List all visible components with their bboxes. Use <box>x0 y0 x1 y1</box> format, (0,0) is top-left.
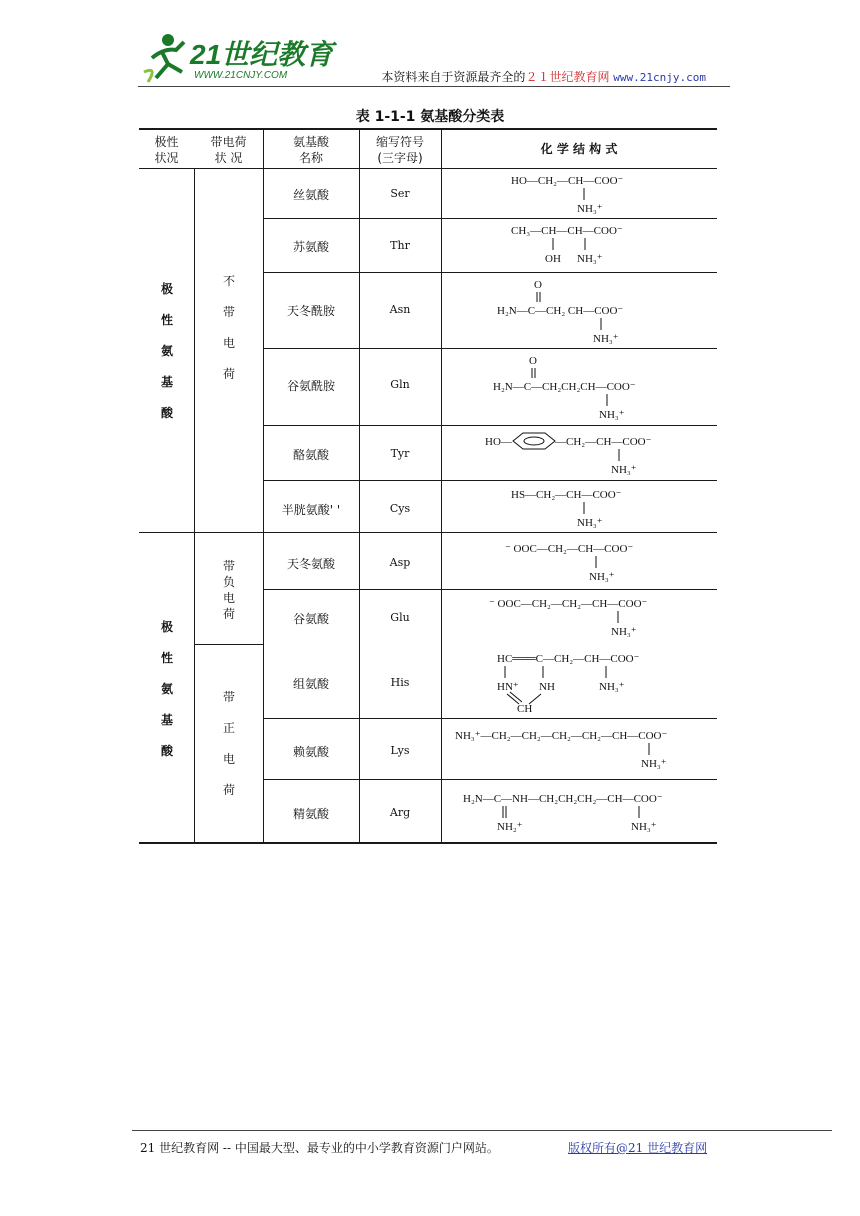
svg-text:⁻ OOC—CH₂—CH₂—CH—COO⁻: ⁻ OOC—CH₂—CH₂—CH—COO⁻ <box>489 598 648 610</box>
svg-text:HS—CH₂—CH—COO⁻: HS—CH₂—CH—COO⁻ <box>511 489 622 501</box>
table-caption: 表 1-1-1 氨基酸分类表 <box>355 109 505 125</box>
structure-ser <box>441 172 717 216</box>
svg-text:NH: NH <box>539 681 555 693</box>
svg-text:NH₃⁺: NH₃⁺ <box>577 203 603 215</box>
svg-text:HO—: HO— <box>485 436 512 448</box>
svg-text:NH₃⁺: NH₃⁺ <box>589 571 615 583</box>
header-polarity: 极性 状况 <box>154 135 179 165</box>
amino-name-his: 组氨酸 <box>292 677 329 691</box>
header-brand-link[interactable]: ２１世纪教育网 <box>525 70 610 84</box>
amino-abbr-cys: Cys <box>389 502 411 515</box>
structure-tyr <box>441 429 717 479</box>
svg-text:CH: CH <box>517 703 533 715</box>
header-url-link[interactable]: www.21cnjy.com <box>613 71 706 84</box>
amino-name-lys: 赖氨酸 <box>292 745 329 759</box>
svg-text:H₂N—C—NH—CH₂CH₂CH₂—CH—COO⁻: H₂N—C—NH—CH₂CH₂CH₂—CH—COO⁻ <box>463 793 663 805</box>
page-header <box>138 28 730 87</box>
svg-text:NH₃⁺: NH₃⁺ <box>593 333 619 345</box>
header-note <box>381 68 706 85</box>
svg-text:NH₂⁺: NH₂⁺ <box>497 821 523 833</box>
amino-abbr-ser: Ser <box>390 187 410 200</box>
amino-name-tyr: 酪氨酸 <box>292 448 329 462</box>
charge-negative: 带 负 电 荷 <box>222 559 235 621</box>
svg-text:NH₃⁺—CH₂—CH₂—CH₂—CH₂—CH—COO⁻: NH₃⁺—CH₂—CH₂—CH₂—CH₂—CH—COO⁻ <box>455 730 668 742</box>
svg-text:H₂N—C—CH₂ CH—COO⁻: H₂N—C—CH₂ CH—COO⁻ <box>497 305 624 317</box>
amino-name-gln: 谷氨酰胺 <box>286 379 335 393</box>
header-name: 氨基酸 名称 <box>292 135 329 165</box>
amino-name-cys: 半胱氨酸' ' <box>281 503 341 517</box>
structure-his <box>441 648 717 716</box>
structure-glu <box>441 593 717 639</box>
svg-text:—CH₂—CH—COO⁻: —CH₂—CH—COO⁻ <box>555 436 652 448</box>
header-abbr: 缩写符号 (三字母) <box>375 135 424 165</box>
amino-abbr-arg: Arg <box>389 806 411 819</box>
site-logo[interactable] <box>138 28 338 84</box>
svg-text:H₂N—C—CH₂CH₂CH—COO⁻: H₂N—C—CH₂CH₂CH—COO⁻ <box>493 381 636 393</box>
amino-abbr-lys: Lys <box>390 744 410 757</box>
svg-text:NH₃⁺: NH₃⁺ <box>631 821 657 833</box>
header-charge: 带电荷 状 况 <box>210 135 247 165</box>
group-polar-uncharged: 极 性 氨 基 酸 <box>160 282 173 420</box>
svg-text:CH₃—CH—CH—COO⁻: CH₃—CH—CH—COO⁻ <box>511 225 623 237</box>
amino-abbr-tyr: Tyr <box>390 447 410 460</box>
structure-lys <box>441 725 717 773</box>
svg-text:HO—CH₂—CH—COO⁻: HO—CH₂—CH—COO⁻ <box>511 175 624 187</box>
svg-text:HN⁺: HN⁺ <box>497 681 519 693</box>
logo-url: WWW.21CNJY.COM <box>194 70 288 81</box>
amino-name-thr: 苏氨酸 <box>292 240 329 254</box>
svg-text:OH: OH <box>545 253 561 265</box>
header-note-prefix: 本资料来自于资源最齐全的 <box>381 70 526 84</box>
amino-abbr-his: His <box>390 676 410 689</box>
amino-acid-table <box>139 128 717 844</box>
structure-asp <box>441 538 717 584</box>
svg-text:NH₃⁺: NH₃⁺ <box>611 626 637 638</box>
svg-text:⁻ OOC—CH₂—CH—COO⁻: ⁻ OOC—CH₂—CH—COO⁻ <box>505 543 634 555</box>
structure-thr <box>441 222 717 270</box>
svg-text:NH₃⁺: NH₃⁺ <box>611 464 637 476</box>
page-footer <box>132 1130 832 1155</box>
structure-arg <box>441 788 717 838</box>
amino-name-arg: 精氨酸 <box>292 807 329 821</box>
svg-text:NH₃⁺: NH₃⁺ <box>599 681 625 693</box>
svg-text:NH₃⁺: NH₃⁺ <box>641 758 667 770</box>
svg-text:NH₃⁺: NH₃⁺ <box>577 253 603 265</box>
amino-name-asn: 天冬酰胺 <box>286 304 335 318</box>
svg-text:O: O <box>534 279 542 291</box>
svg-text:NH₃⁺: NH₃⁺ <box>577 517 603 529</box>
group-polar-charged: 极 性 氨 基 酸 <box>160 620 173 758</box>
amino-name-glu: 谷氨酸 <box>292 612 329 626</box>
svg-text:O: O <box>529 355 537 367</box>
amino-abbr-gln: Gln <box>390 378 410 391</box>
amino-abbr-asn: Asn <box>389 303 411 316</box>
structure-gln <box>441 352 717 424</box>
footer-copyright-link[interactable]: 版权所有@21 世纪教育网 <box>568 1141 708 1155</box>
amino-name-asp: 天冬氨酸 <box>286 557 335 571</box>
footer-text: 21 世纪教育网 -- 中国最大型、最专业的中小学教育资源门户网站。 <box>140 1141 499 1155</box>
svg-text:NH₃⁺: NH₃⁺ <box>599 409 625 421</box>
structure-cys <box>441 484 717 530</box>
amino-abbr-thr: Thr <box>390 239 410 252</box>
amino-abbr-asp: Asp <box>389 556 411 569</box>
charge-uncharged: 不 带 电 荷 <box>222 274 235 381</box>
charge-positive: 带 正 电 荷 <box>222 690 235 797</box>
amino-abbr-glu: Glu <box>390 611 410 624</box>
header-structure: 化 学 结 构 式 <box>540 142 618 156</box>
amino-name-ser: 丝氨酸 <box>292 188 329 202</box>
logo-title: 21世纪教育 <box>190 39 334 70</box>
svg-text:HC═══C—CH₂—CH—COO⁻: HC═══C—CH₂—CH—COO⁻ <box>497 653 640 665</box>
structure-asn <box>441 276 717 346</box>
